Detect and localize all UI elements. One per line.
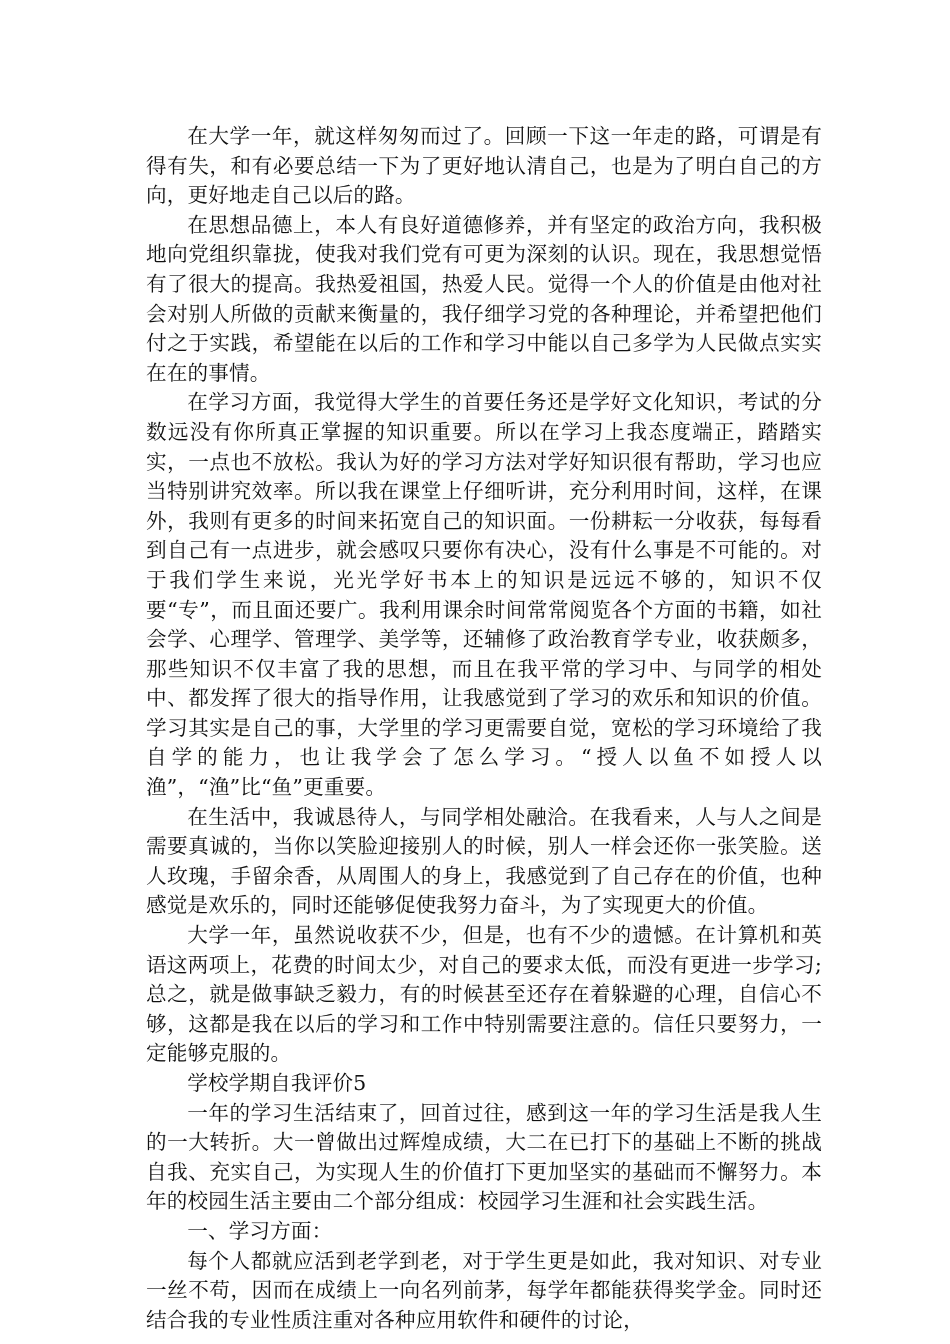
paragraph-year-summary: 一年的学习生活结束了，回首过往，感到这一年的学习生活是我人生的一大转折。大一曾做出过辉煌成绩，大二在已打下的基础上不断的挑战自我、充实自己，为实现人生的价值打下更加坚实的基础而不懈努力。本年的校园生活主要由二个部分组成：校园学习生涯和社会实践生活。 <box>146 1100 822 1214</box>
paragraph-study: 在学习方面，我觉得大学生的首要任务还是学好文化知识，考试的分数远没有你所真正掌握的知识重要。所以在学习上我态度端正，踏踏实实，一点也不放松。我认为好的学习方法对学好知识很有帮助，学习也应当特别讲究效率。所以我在课堂上仔细听讲，充分利用时间，这样，在课外，我则有更多的时间来拓宽自己的知识面。一份耕耘一分收获，每每看到自己有一点进步，就会感叹只要你有决心，没有什么事是不可能的。对于我们学生来说，光光学好书本上的知识是远远不够的，知识不仅要“专”，而且面还要广。我利用课余时间常常阅览各个方面的书籍，如社会学、心理学、管理学、美学等，还辅修了政治教育学专业，收获颇多，那些知识不仅丰富了我的思想，而且在我平常的学习中、与同学的相处中、都发挥了很大的指导作用，让我感觉到了学习的欢乐和知识的价值。学习其实是自己的事，大学里的学习更需要自觉，宽松的学习环境给了我自学的能力，也让我学会了怎么学习。“授人以鱼不如授人以渔”，“渔”比“鱼”更重要。 <box>146 390 822 800</box>
paragraph-intro: 在大学一年，就这样匆匆而过了。回顾一下这一年走的路，可谓是有得有失，和有必要总结一下为了更好地认清自己，也是为了明白自己的方向，更好地走自己以后的路。 <box>146 124 822 208</box>
paragraph-lifelong-learning: 每个人都就应活到老学到老，对于学生更是如此，我对知识、对专业一丝不苟，因而在成绩上一向名列前茅，每学年都能获得奖学金。同时还结合我的专业性质注重对各种应用软件和硬件的讨论， <box>146 1248 822 1332</box>
paragraph-life: 在生活中，我诚恳待人，与同学相处融洽。在我看来，人与人之间是需要真诚的，当你以笑脸迎接别人的时候，别人一样会还你一张笑脸。送人玫瑰，手留余香，从周围人的身上，我感觉到了自己存在的价值，也种感觉是欢乐的，同时还能够促使我努力奋斗，为了实现更大的价值。 <box>146 804 822 918</box>
subsection-heading: 一、学习方面： <box>187 1218 333 1243</box>
paragraph-regrets: 大学一年，虽然说收获不少，但是，也有不少的遗憾。在计算机和英语这两项上，花费的时间太少，对自己的要求太低，而没有更进一步学习;总之，就是做事缺乏毅力，有的时候甚至还存在着躲避的心理，自信心不够，这都是我在以后的学习和工作中特别需要注意的。信任只要努力，一定能够克服的。 <box>146 923 822 1066</box>
section-heading: 学校学期自我评价5 <box>187 1071 367 1095</box>
document-body <box>146 122 822 1335</box>
paragraph-ideology: 在思想品德上，本人有良好道德修养，并有坚定的政治方向，我积极地向党组织靠拢，使我对我们党有可更为深刻的认识。现在，我思想觉悟有了很大的提高。我热爱祖国，热爱人民。觉得一个人的价值是由他对社会对别人所做的贡献来衡量的，我仔细学习党的各种理论，并希望把他们付之于实践，希望能在以后的工作和学习中能以自己多学为人民做点实实在在的事情。 <box>146 212 822 385</box>
